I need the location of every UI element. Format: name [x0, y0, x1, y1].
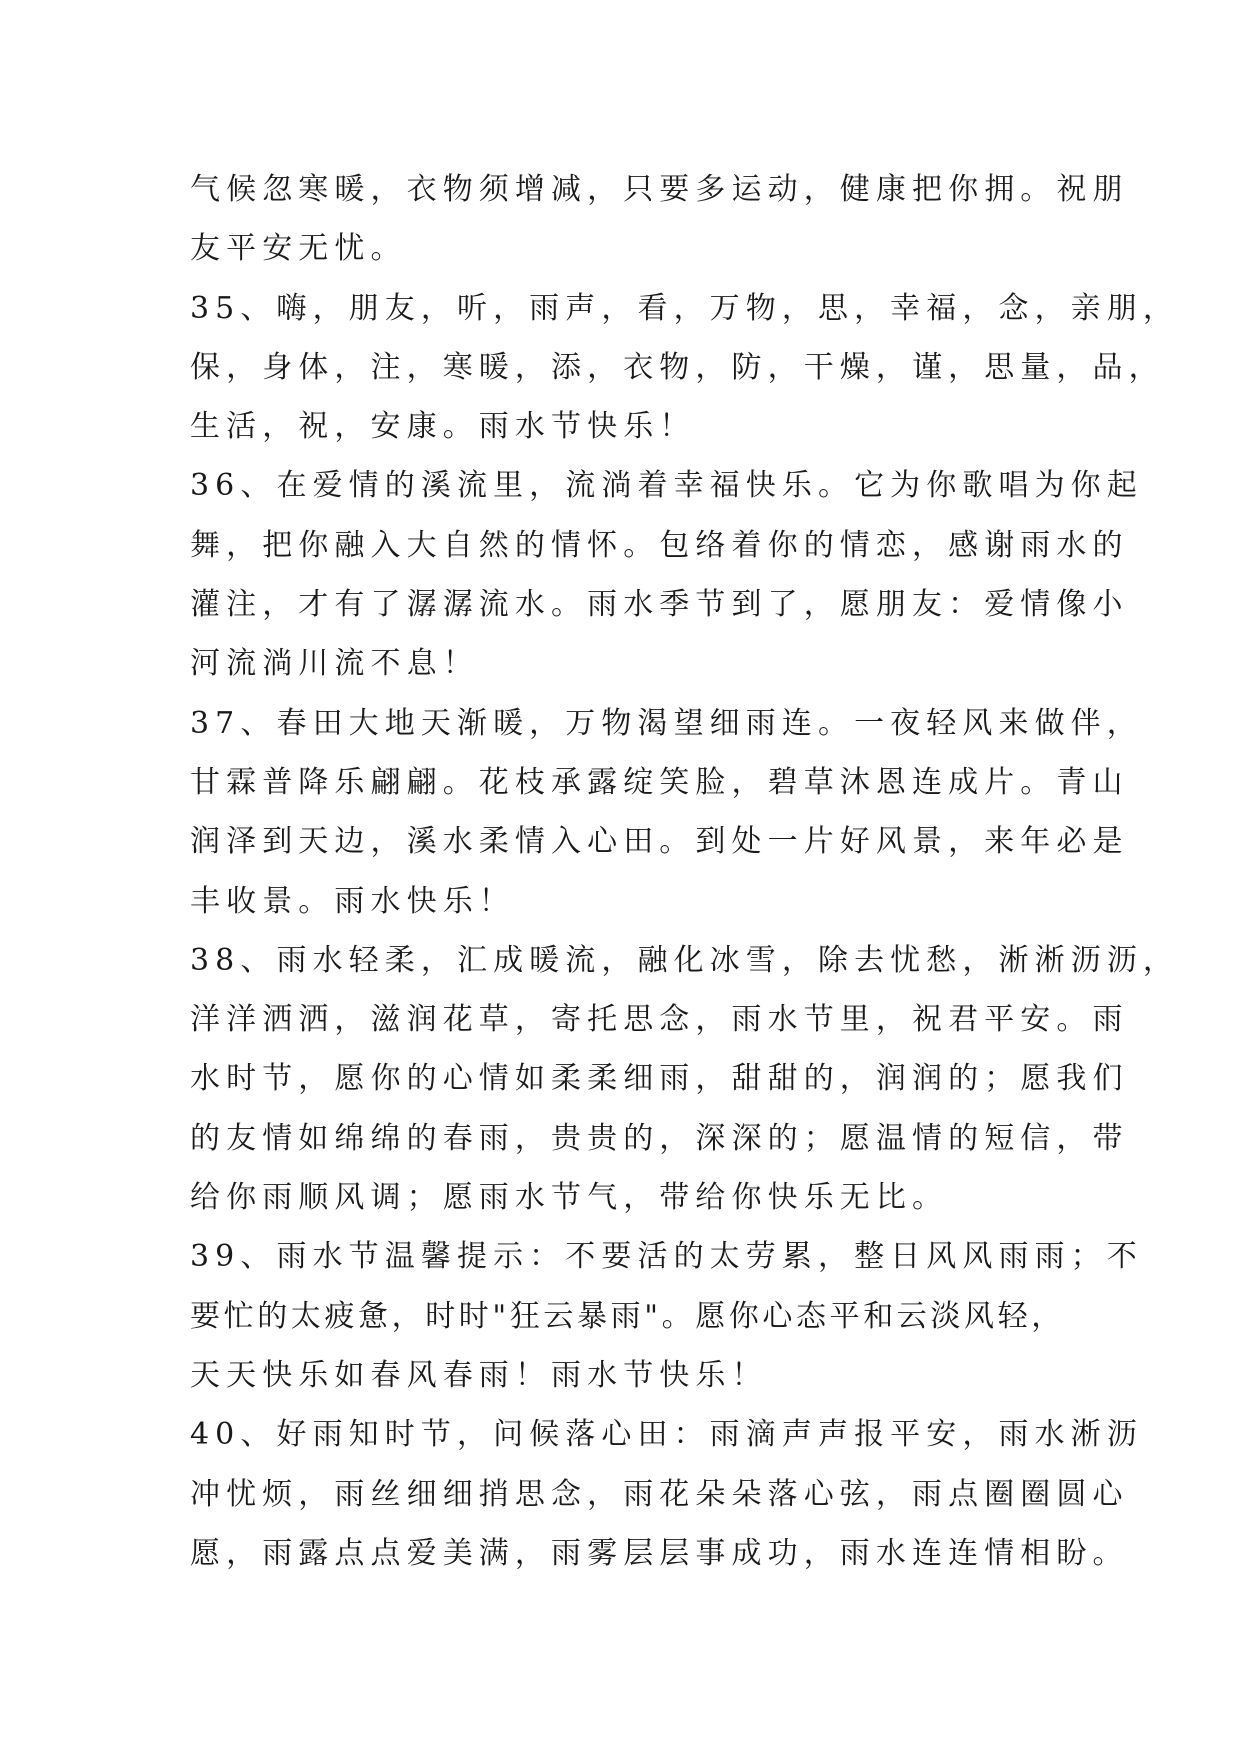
text-line: 润泽到天边，溪水柔情入心田。到处一片好风景，来年必是: [190, 824, 1129, 860]
text-line: 36、在爱情的溪流里，流淌着幸福快乐。它为你歌唱为你起: [190, 468, 1143, 504]
document-body: [190, 160, 1179, 1583]
text-line: 河流淌川流不息！: [190, 646, 479, 682]
text-line: 气候忽寒暖，衣物须增减，只要多运动，健康把你拥。祝朋: [190, 172, 1129, 207]
text-line: 天天快乐如春风春雨！雨水节快乐！: [190, 1357, 768, 1393]
text-line: 39、雨水节温馨提示：不要活的太劳累，整日风风雨雨；不: [190, 1239, 1143, 1275]
text-line: 丰收景。雨水快乐！: [190, 883, 515, 919]
text-line: 愿，雨露点点爱美满，雨雾层层事成功，雨水连连情相盼。: [190, 1535, 1129, 1571]
text-line: 38、雨水轻柔，汇成暖流，融化冰雪，除去忧愁，淅淅沥沥，: [190, 942, 1179, 978]
text-line: 冲忧烦，雨丝细细捎思念，雨花朵朵落心弦，雨点圈圈圆心: [190, 1476, 1129, 1512]
text-line: 40、好雨知时节，问候落心田：雨滴声声报平安，雨水淅沥: [190, 1417, 1143, 1453]
text-line: 37、春田大地天渐暖，万物渴望细雨连。一夜轻风来做伴，: [190, 705, 1143, 741]
text-line: 生活，祝，安康。雨水节快乐！: [190, 409, 696, 445]
text-line: 要忙的太疲惫，时时"狂云暴雨"。愿你心态平和云淡风轻，: [190, 1298, 1065, 1334]
text-line: 的友情如绵绵的春雨，贵贵的，深深的；愿温情的短信，带: [190, 1120, 1129, 1156]
text-line: 水时节，愿你的心情如柔柔细雨，甜甜的，润润的；愿我们: [190, 1061, 1129, 1097]
text-line: 甘霖普降乐翩翩。花枝承露绽笑脸，碧草沐恩连成片。青山: [190, 764, 1129, 800]
text-line: 灌注，才有了潺潺流水。雨水季节到了，愿朋友：爱情像小: [190, 587, 1129, 623]
text-line: 舞，把你融入大自然的情怀。包络着你的情恋，感谢雨水的: [190, 527, 1129, 563]
text-line: 友平安无忧。: [190, 231, 407, 267]
text-line: 35、嗨，朋友，听，雨声，看，万物，思，幸福，念，亲朋，: [190, 290, 1179, 326]
text-line: 给你雨顺风调；愿雨水节气，带给你快乐无比。: [190, 1180, 949, 1216]
text-line: 保，身体，注，寒暖，添，衣物，防，干燥，谨，思量，品，: [190, 349, 1165, 385]
text-line: 洋洋洒洒，滋润花草，寄托思念，雨水节里，祝君平安。雨: [190, 1002, 1129, 1038]
